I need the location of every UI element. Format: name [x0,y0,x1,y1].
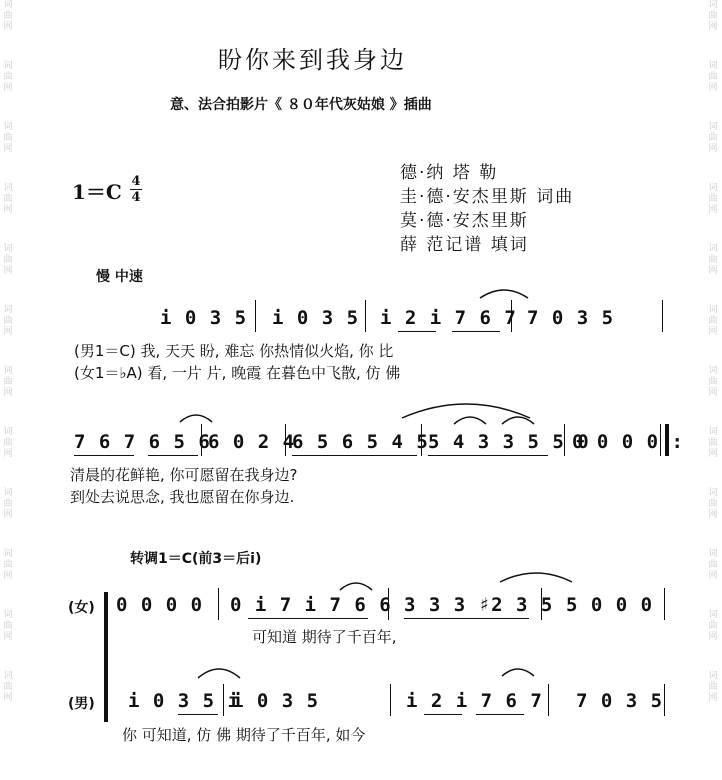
underline [428,455,548,456]
barline [564,424,565,456]
measure: i 0 3 5 [232,690,320,712]
time-signature-bottom: 4 [131,190,141,205]
barline [662,300,663,332]
measure: i 0 3 5 [272,307,360,329]
system-bracket [104,592,108,722]
underline [248,618,368,619]
lyric-verse-2: 到处去说思念, 我也愿留在你身边. [70,488,295,506]
credit-line: 薛 范记谱 填词 [400,235,529,255]
slur [196,664,242,680]
barline [223,684,224,716]
underline [476,714,524,715]
time-signature [130,174,142,205]
measure: i 2 i 7 6 7 [380,307,517,329]
credit-line: 圭·德·安杰里斯 词曲 [400,187,575,207]
underline [424,714,462,715]
tempo-marking: 慢 中速 [96,269,143,285]
measure: 7 0 3 5 [576,690,664,712]
measure: 6 0 2 4 [208,431,296,453]
measure: 7 6 7 6 5 6 [74,431,211,453]
underline [178,714,218,715]
lyric-male: 你 可知道, 仿 佛 期待了千百年, 如今 [122,726,366,744]
barline [218,588,219,620]
measure: i 0 3 5 i [128,690,240,712]
key-signature: 1＝C [72,180,122,204]
barline [548,684,549,716]
song-subtitle: 意、法合拍影片《 ８０年代灰姑娘 》插曲 [170,97,432,113]
underline [292,455,417,456]
watermark-right: 词曲网 词曲网 词曲网 词曲网 词曲网 词曲网 词曲网 词曲网 词曲网 词曲网 词曲网 词曲网 [708,0,718,703]
voice-label-male: (男) [68,696,95,712]
lyric-female: 可知道 期待了千百年, [252,628,397,646]
lyric-verse-1: 清晨的花鲜艳, 你可愿留在我身边? [70,466,298,484]
lyric-male: (男1＝C) 我, 天天 盼, 难忘 你热情似火焰, 你 比 [74,342,394,360]
measure: 0 0 0 0 [116,594,204,616]
measure: 6 5 6 5 4 5 [292,431,429,453]
barline [664,588,665,620]
measure: i 0 3 5 [160,307,248,329]
barline [365,300,366,332]
time-signature-top: 4 [131,174,141,189]
barline [511,300,512,332]
barline [285,424,286,456]
slur [338,578,374,592]
measure: 0 0 0 0 : [572,431,684,453]
barline [390,684,391,716]
credit-line: 莫·德·安杰里斯 [400,211,529,231]
barline [541,588,542,620]
watermark-left: 词曲网 词曲网 词曲网 词曲网 词曲网 词曲网 词曲网 词曲网 词曲网 词曲网 词曲网 词曲网 [3,0,13,703]
underline [452,331,500,332]
credit-line: 德·纳 塔 勒 [400,163,499,183]
barline [664,684,665,716]
barline [201,424,202,456]
measure: 5 0 0 0 [566,594,654,616]
slur [498,568,574,584]
slur [478,286,530,300]
slur [452,412,488,426]
measure: 7 0 3 5 [527,307,615,329]
barline [255,300,256,332]
measure: 5 4 3 3 5 5 0 [428,431,590,453]
underline [398,331,436,332]
repeat-barline-thick [665,424,669,456]
modulation-marking: 转调1＝C(前3＝后i) [130,551,262,567]
slur [500,664,536,678]
barline [388,588,389,620]
voice-label-female: (女) [68,600,95,616]
underline [74,455,134,456]
slur [178,410,214,424]
barline [421,424,422,456]
measure: i 2 i 7 6 7 [406,690,543,712]
measure: 3 3 3 ♯2 3 5 [404,594,554,616]
measure: 0 i 7 i 7 6 6 [230,594,392,616]
lyric-female: (女1＝♭A) 看, 一片 片, 晚霞 在暮色中飞散, 仿 佛 [74,364,401,382]
underline [148,455,198,456]
slur [500,412,536,426]
song-title: 盼你来到我身边 [218,46,407,74]
underline [404,618,529,619]
repeat-barline [660,424,661,456]
